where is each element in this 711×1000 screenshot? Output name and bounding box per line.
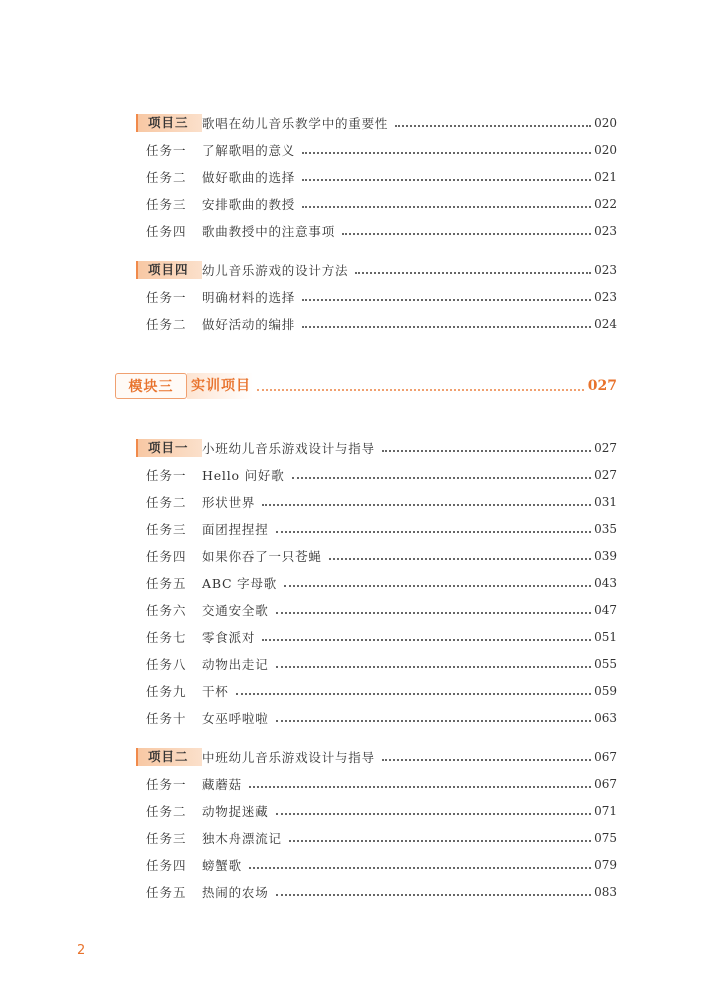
task-title: 零食派对 (202, 630, 256, 645)
project-label: 项目一 (136, 439, 202, 457)
leader-dots (329, 557, 591, 560)
toc-project-row[interactable] (136, 744, 617, 770)
task-title: ABC 字母歌 (202, 576, 278, 591)
task-title: 热闹的农场 (202, 885, 269, 900)
page-number: 043 (594, 576, 617, 590)
page-number: 031 (594, 495, 617, 509)
toc-task-row[interactable] (136, 771, 617, 797)
task-label: 任务三 (146, 831, 187, 846)
leader-dots (276, 530, 592, 533)
toc-task-row[interactable] (136, 543, 617, 569)
task-title: 安排歌曲的教授 (202, 197, 296, 212)
page-number: 027 (594, 468, 617, 482)
leader-dots (302, 205, 591, 208)
project-label: 项目三 (136, 114, 202, 132)
page-number: 035 (594, 522, 617, 536)
task-label: 任务七 (146, 630, 187, 645)
task-label: 任务一 (146, 143, 187, 158)
task-title: 面团捏捏捏 (202, 522, 269, 537)
task-label: 任务三 (146, 522, 187, 537)
task-label: 任务四 (146, 858, 187, 873)
task-title: 螃蟹歌 (202, 858, 242, 873)
task-title: 交通安全歌 (202, 603, 269, 618)
page-number: 055 (594, 657, 617, 671)
page-number: 075 (594, 831, 617, 845)
toc-task-row[interactable] (136, 516, 617, 542)
leader-dots (276, 812, 592, 815)
page-number: 023 (594, 263, 617, 277)
page-number: 020 (594, 143, 617, 157)
page-number: 023 (594, 290, 617, 304)
page-number: 024 (594, 317, 617, 331)
project-title: 歌唱在幼儿音乐教学中的重要性 (202, 116, 389, 131)
task-label: 任务二 (146, 170, 187, 185)
module-label: 模块三 (115, 373, 187, 399)
task-title: Hello 问好歌 (202, 468, 285, 483)
toc-task-row[interactable] (136, 284, 617, 310)
leader-dots (382, 758, 591, 761)
task-label: 任务十 (146, 711, 187, 726)
leader-dots (292, 476, 592, 479)
task-title: 歌曲教授中的注意事项 (202, 224, 336, 239)
page-number: 071 (594, 804, 617, 818)
toc-task-row[interactable] (136, 218, 617, 244)
toc-task-row[interactable] (136, 651, 617, 677)
page-number: 027 (594, 441, 617, 455)
leader-dots (355, 271, 591, 274)
task-title: 形状世界 (202, 495, 256, 510)
task-title: 明确材料的选择 (202, 290, 296, 305)
task-label: 任务三 (146, 197, 187, 212)
toc-task-row[interactable] (136, 624, 617, 650)
leader-dots (342, 232, 591, 235)
toc-project-row[interactable] (136, 435, 617, 461)
page-number: 022 (594, 197, 617, 211)
leader-dots (276, 665, 592, 668)
toc-task-row[interactable] (136, 462, 617, 488)
leader-dots (284, 584, 591, 587)
project-title: 中班幼儿音乐游戏设计与指导 (202, 750, 375, 765)
task-label: 任务五 (146, 885, 187, 900)
page-number: 079 (594, 858, 617, 872)
toc-task-row[interactable] (136, 489, 617, 515)
toc-task-row[interactable] (136, 852, 617, 878)
task-label: 任务一 (146, 777, 187, 792)
leader-dots (236, 692, 591, 695)
toc-project-row[interactable] (136, 257, 617, 283)
task-label: 任务一 (146, 468, 187, 483)
page-number: 083 (594, 885, 617, 899)
project-label: 项目二 (136, 748, 202, 766)
leader-dots (262, 638, 591, 641)
page-number: 021 (594, 170, 617, 184)
page-number: 020 (594, 116, 617, 130)
task-label: 任务二 (146, 317, 187, 332)
toc-task-row[interactable] (136, 164, 617, 190)
leader-dots (382, 449, 591, 452)
task-title: 做好活动的编排 (202, 317, 296, 332)
page-number: 047 (594, 603, 617, 617)
leader-dots (276, 611, 592, 614)
task-title: 女巫呼啦啦 (202, 711, 269, 726)
task-label: 任务二 (146, 495, 187, 510)
task-label: 任务五 (146, 576, 187, 591)
task-title: 如果你吞了一只苍蝇 (202, 549, 322, 564)
toc-task-row[interactable] (136, 570, 617, 596)
task-title: 动物出走记 (202, 657, 269, 672)
toc-task-row[interactable] (136, 705, 617, 731)
leader-dots (302, 178, 591, 181)
page-number: 067 (594, 777, 617, 791)
task-title: 干杯 (202, 684, 229, 699)
task-label: 任务四 (146, 549, 187, 564)
toc-task-row[interactable] (136, 678, 617, 704)
task-title: 了解歌唱的意义 (202, 143, 296, 158)
project-title: 幼儿音乐游戏的设计方法 (202, 263, 349, 278)
leader-dots (302, 151, 591, 154)
toc-task-row[interactable] (136, 191, 617, 217)
task-title: 独木舟漂流记 (202, 831, 282, 846)
toc-task-row[interactable] (136, 798, 617, 824)
module-title: 实训项目 (187, 373, 253, 399)
leader-dots (302, 325, 591, 328)
leader-dots (249, 866, 591, 869)
leader-dots (289, 839, 591, 842)
module-page-number: 027 (587, 378, 617, 394)
leader-dots (276, 719, 592, 722)
leader-dots (257, 388, 584, 391)
toc-task-row[interactable] (136, 137, 617, 163)
leader-dots (262, 503, 591, 506)
footer-page-number: 2 (77, 943, 86, 958)
task-label: 任务八 (146, 657, 187, 672)
page-number: 063 (594, 711, 617, 725)
module-header[interactable] (115, 371, 617, 401)
page-number: 039 (594, 549, 617, 563)
page-number: 059 (594, 684, 617, 698)
task-title: 动物捉迷藏 (202, 804, 269, 819)
project-title: 小班幼儿音乐游戏设计与指导 (202, 441, 375, 456)
task-label: 任务二 (146, 804, 187, 819)
toc-task-row[interactable] (136, 311, 617, 337)
leader-dots (249, 785, 591, 788)
toc-task-row[interactable] (136, 825, 617, 851)
page-number: 051 (594, 630, 617, 644)
leader-dots (276, 893, 592, 896)
toc-task-row[interactable] (136, 879, 617, 905)
toc-project-row[interactable] (136, 110, 617, 136)
toc-task-row[interactable] (136, 597, 617, 623)
page-number: 023 (594, 224, 617, 238)
task-label: 任务四 (146, 224, 187, 239)
task-label: 任务九 (146, 684, 187, 699)
page-number: 067 (594, 750, 617, 764)
leader-dots (395, 124, 591, 127)
leader-dots (302, 298, 591, 301)
task-label: 任务一 (146, 290, 187, 305)
task-title: 藏蘑菇 (202, 777, 242, 792)
task-title: 做好歌曲的选择 (202, 170, 296, 185)
task-label: 任务六 (146, 603, 187, 618)
project-label: 项目四 (136, 261, 202, 279)
